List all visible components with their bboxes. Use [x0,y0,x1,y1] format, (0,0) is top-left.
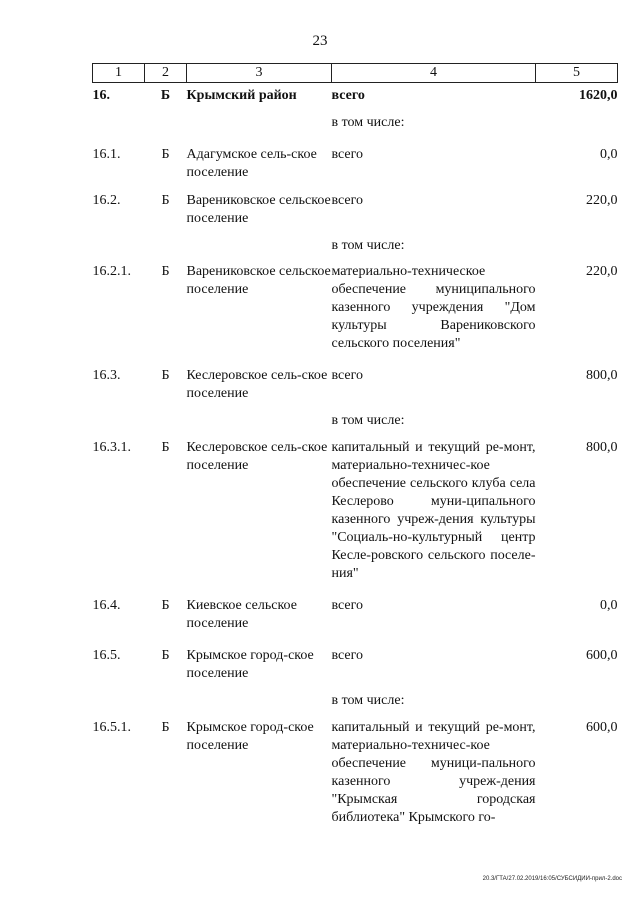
cell-name [187,228,332,255]
table-row [93,633,618,683]
cell-code: Б [161,193,170,208]
table-row [93,353,618,403]
cell-desc: всего [331,648,364,663]
cell-amount: 600,0 [586,720,618,735]
cell-amount: 1620,0 [579,88,618,103]
cell-amount: 220,0 [586,193,618,208]
cell-code [145,683,187,710]
cell-name: Адагумское сель-ское поселение [186,147,317,180]
column-header: 1 [93,64,145,83]
cell-amount [536,105,618,132]
cell-num: 16.2.1. [92,264,131,279]
cell-amount: 0,0 [600,147,618,162]
cell-name: Крымское город-ское поселение [186,720,314,753]
cell-desc: капитальный и текущий ре-монт, материально-техничес-кое обеспечение сельского клуба села Кеслерово муни-ципального казенного учреж-дения культуры "Социаль-но-культурный центр Кесле-ровского сельского поселе-ния" [331,440,536,581]
cell-num [93,228,145,255]
cell-desc: всего [331,368,364,383]
cell-amount: 800,0 [586,440,618,455]
file-path-footer: 20.3/ГТА/27.02.2019/16:05/СУБСИДИИ-прил-2.doc [482,876,622,882]
subsidy-table [92,63,618,827]
column-header: 4 [332,64,536,83]
cell-name [187,105,332,132]
cell-name: Крымское город-ское поселение [186,648,314,681]
table-row [93,228,618,255]
table-row [93,255,618,353]
cell-num: 16.3.1. [92,440,131,455]
table-row [93,683,618,710]
cell-code: Б [161,264,170,279]
cell-amount: 0,0 [600,598,618,613]
cell-name: Киевское сельское поселение [186,598,297,631]
cell-desc: материально-техническое обеспечение муниципального казенного учреждения "Дом культуры Варениковского сельского поселения" [331,264,536,351]
cell-code [145,403,187,430]
table-row [93,132,618,182]
cell-name: Крымский район [186,88,297,103]
cell-desc: всего [331,88,365,103]
cell-num: 16. [92,88,110,103]
cell-code [145,228,187,255]
cell-code: Б [161,720,170,735]
cell-desc: в том числе: [331,413,405,428]
cell-code: Б [161,368,170,383]
cell-desc: в том числе: [331,238,405,253]
cell-amount [536,683,618,710]
cell-name: Кеслеровское сель-ское поселение [186,368,328,401]
table-row [93,83,618,106]
table-row [93,182,618,228]
cell-amount: 220,0 [586,264,618,279]
cell-code: Б [161,147,170,162]
cell-code: Б [160,88,171,103]
cell-amount: 800,0 [586,368,618,383]
cell-num: 16.4. [92,598,121,613]
cell-amount: 600,0 [586,648,618,663]
table-row [93,430,618,583]
cell-num: 16.2. [92,193,121,208]
table-row [93,710,618,827]
cell-desc: в том числе: [331,115,405,130]
cell-name [187,683,332,710]
cell-num: 16.1. [92,147,121,162]
cell-num: 16.5. [92,648,121,663]
cell-amount [536,228,618,255]
table-row [93,403,618,430]
cell-code: Б [161,648,170,663]
cell-num: 16.3. [92,368,121,383]
table-row [93,583,618,633]
cell-desc: всего [331,147,364,162]
cell-num: 16.5.1. [92,720,131,735]
cell-name [187,403,332,430]
cell-name: Варениковское сельское поселение [186,264,331,297]
cell-desc: всего [331,193,364,208]
cell-amount [536,403,618,430]
cell-num [93,403,145,430]
cell-name: Варениковское сельское поселение [186,193,331,226]
column-header: 5 [536,64,618,83]
cell-desc: в том числе: [331,693,405,708]
column-number-row [93,64,618,83]
table-row [93,105,618,132]
cell-desc: капитальный и текущий ре-монт, материально-техничес-кое обеспечение муници-пального казенного учреж-дения "Крымская городская библиотека" Крымского го- [331,720,536,825]
cell-num [93,683,145,710]
table-body [93,83,618,828]
cell-code [145,105,187,132]
column-header: 2 [145,64,187,83]
cell-code: Б [161,440,170,455]
cell-code: Б [161,598,170,613]
cell-num [93,105,145,132]
cell-name: Кеслеровское сель-ское поселение [186,440,328,473]
cell-desc: всего [331,598,364,613]
column-header: 3 [187,64,332,83]
page-number: 23 [312,33,328,49]
